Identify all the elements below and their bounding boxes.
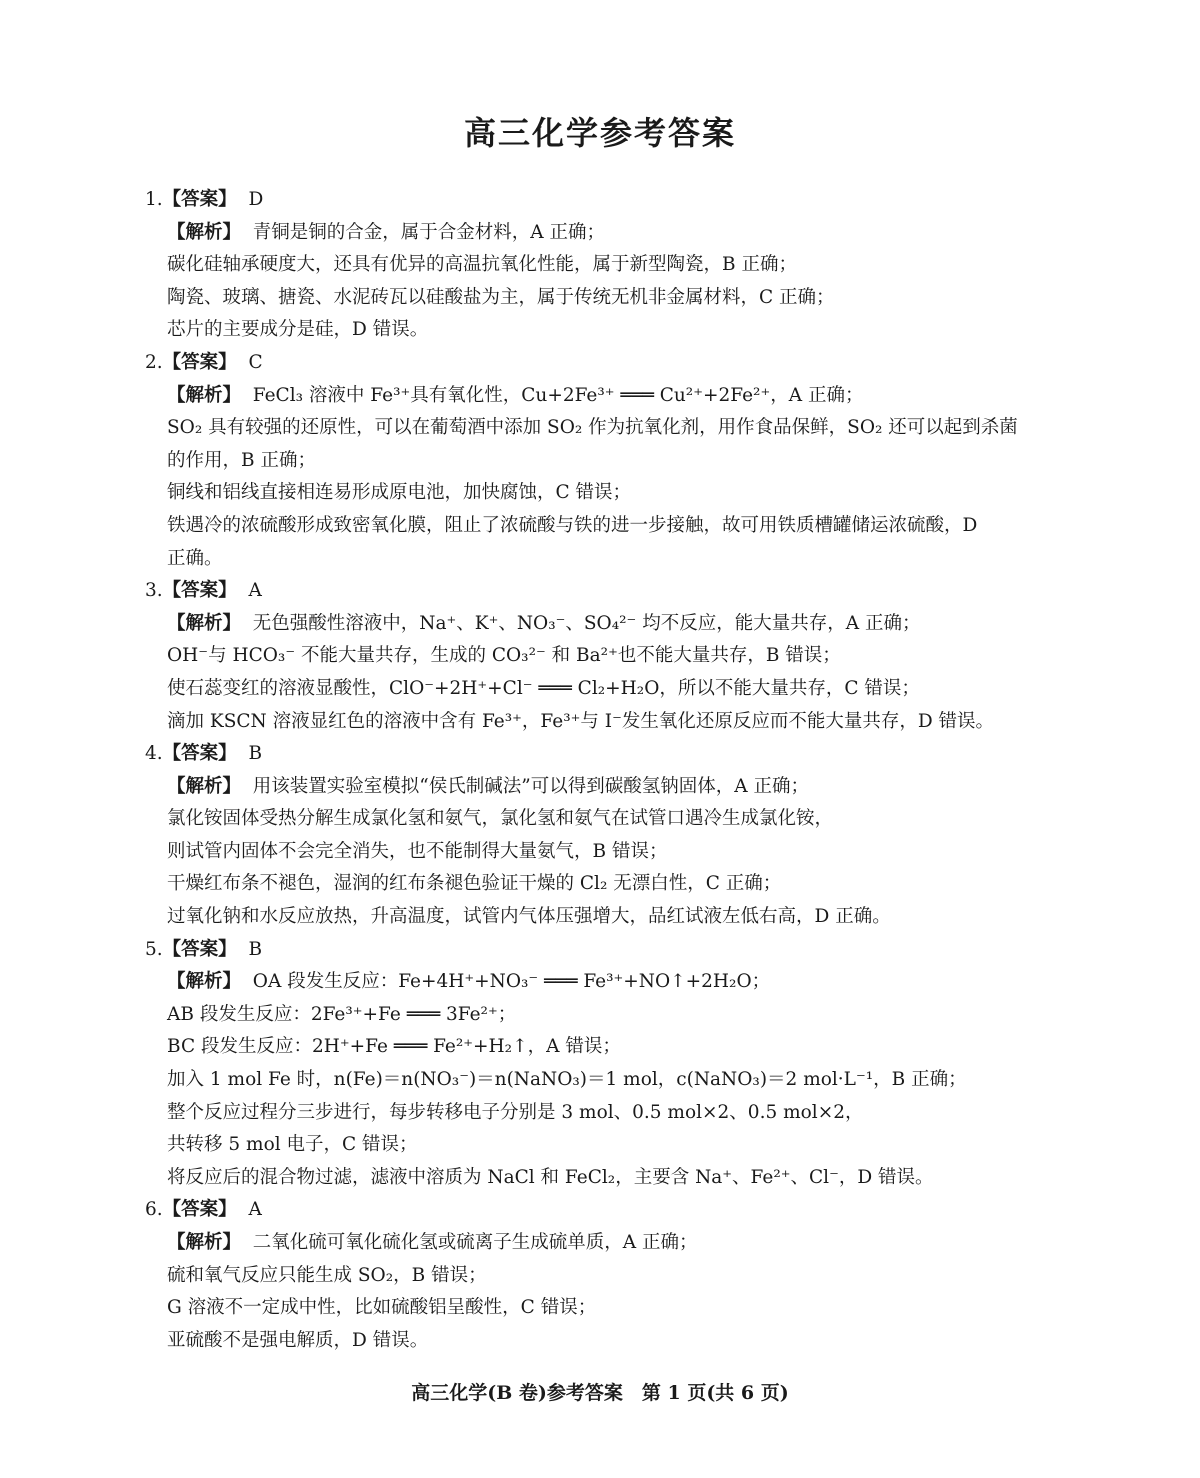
analysis-line: 无色强酸性溶液中，Na⁺、K⁺、NO₃⁻、SO₄²⁻ 均不反应，能大量共存，A 正确； bbox=[252, 612, 921, 634]
analysis-line: BC 段发生反应：2H⁺+Fe ═══ Fe²⁺+H₂↑，A 错误； bbox=[167, 1036, 621, 1058]
page-footer: 高三化学(B 卷)参考答案 第 1 页(共 6 页) bbox=[411, 1382, 789, 1404]
answer-value: B bbox=[248, 938, 263, 960]
analysis-line: 氯化铵固体受热分解生成氯化氢和氨气，氯化氢和氨气在试管口遇冷生成氯化铵， bbox=[167, 808, 834, 830]
answer-label: 【答案】 bbox=[162, 189, 237, 210]
question-number: 3. bbox=[145, 580, 163, 602]
question-number: 5. bbox=[145, 938, 163, 960]
page-title: 高三化学参考答案 bbox=[463, 114, 736, 152]
question-1-analysis bbox=[145, 217, 1075, 250]
analysis-line: 共转移 5 mol 电子，C 错误； bbox=[167, 1134, 418, 1156]
answer-label: 【答案】 bbox=[162, 743, 237, 765]
analysis-label: 【解析】 bbox=[167, 775, 242, 797]
analysis-label: 【解析】 bbox=[167, 612, 242, 634]
answer-label: 【答案】 bbox=[162, 351, 237, 373]
analysis-line: 将反应后的混合物过滤，滤液中溶质为 NaCl 和 FeCl₂，主要含 Na⁺、Fe²⁺、Cl⁻，D 错误。 bbox=[167, 1166, 934, 1188]
analysis-label: 【解析】 bbox=[167, 221, 242, 243]
analysis-line: FeCl₃ 溶液中 Fe³⁺具有氧化性，Cu+2Fe³⁺ ═══ Cu²⁺+2Fe²⁺，A 正确； bbox=[252, 384, 864, 406]
analysis-line: AB 段发生反应：2Fe³⁺+Fe ═══ 3Fe²⁺； bbox=[167, 1003, 517, 1025]
question-1-answer bbox=[145, 184, 1075, 217]
analysis-line: 整个反应过程分三步进行，每步转移电子分别是 3 mol、0.5 mol×2、0.5 mol×2， bbox=[167, 1101, 864, 1123]
question-6-answer bbox=[145, 1194, 1075, 1227]
question-4-analysis bbox=[145, 771, 1075, 804]
analysis-line: 青铜是铜的合金，属于合金材料，A 正确； bbox=[252, 221, 606, 243]
question-6-analysis bbox=[145, 1227, 1075, 1260]
question-5-answer bbox=[145, 934, 1075, 967]
question-number: 1. bbox=[145, 189, 163, 210]
question-number: 4. bbox=[145, 743, 163, 765]
answer-value: A bbox=[248, 1199, 262, 1221]
analysis-line: 碳化硅轴承硬度大，还具有优异的高温抗氧化性能，属于新型陶瓷，B 正确； bbox=[167, 254, 797, 276]
analysis-line: 铜线和铝线直接相连易形成原电池，加快腐蚀，C 错误； bbox=[167, 482, 632, 504]
question-4-answer bbox=[145, 738, 1075, 771]
analysis-line: 亚硫酸不是强电解质，D 错误。 bbox=[167, 1329, 429, 1351]
question-number: 2. bbox=[145, 351, 163, 373]
answer-value: B bbox=[248, 743, 263, 765]
analysis-line: 硫和氧气反应只能生成 SO₂，B 错误； bbox=[167, 1264, 487, 1286]
analysis-line: 用该装置实验室模拟“侯氏制碱法”可以得到碳酸氢钠固体，A 正确； bbox=[252, 775, 809, 797]
analysis-line: 加入 1 mol Fe 时，n(Fe)＝n(NO₃⁻)＝n(NaNO₃)＝1 mol，c(NaNO₃)＝2 mol·L⁻¹，B 正确； bbox=[167, 1069, 967, 1091]
answer-label: 【答案】 bbox=[162, 938, 237, 960]
answer-value: C bbox=[248, 351, 263, 373]
question-number: 6. bbox=[145, 1199, 163, 1221]
analysis-line: 正确。 bbox=[167, 547, 223, 569]
analysis-line: 干燥红布条不褪色，湿润的红布条褪色验证干燥的 Cl₂ 无漂白性，C 正确； bbox=[167, 873, 782, 895]
analysis-line: 使石蕊变红的溶液显酸性，ClO⁻+2H⁺+Cl⁻ ═══ Cl₂+H₂O，所以不能大量共存，C 错误； bbox=[167, 677, 920, 699]
analysis-label: 【解析】 bbox=[167, 1232, 242, 1253]
question-3-analysis bbox=[145, 608, 1075, 641]
analysis-line: 的作用，B 正确； bbox=[167, 449, 316, 471]
analysis-line: 则试管内固体不会完全消失，也不能制得大量氨气，B 错误； bbox=[167, 840, 668, 862]
analysis-line: 芯片的主要成分是硅，D 错误。 bbox=[167, 319, 429, 341]
analysis-line: 二氧化硫可氧化硫化氢或硫离子生成硫单质，A 正确； bbox=[252, 1232, 698, 1253]
answer-label: 【答案】 bbox=[162, 580, 237, 602]
question-2-analysis bbox=[145, 380, 1075, 413]
analysis-line: 过氧化钠和水反应放热，升高温度，试管内气体压强增大，品红试液左低右高，D 正确。 bbox=[167, 906, 891, 928]
answer-value: D bbox=[248, 189, 264, 210]
analysis-label: 【解析】 bbox=[167, 384, 242, 406]
analysis-line: OA 段发生反应：Fe+4H⁺+NO₃⁻ ═══ Fe³⁺+NO↑+2H₂O； bbox=[252, 971, 771, 993]
analysis-line: SO₂ 具有较强的还原性，可以在葡萄酒中添加 SO₂ 作为抗氧化剂，用作食品保鲜，SO₂ 还可以起到杀菌 bbox=[167, 417, 1018, 439]
analysis-line: G 溶液不一定成中性，比如硫酸铝呈酸性，C 错误； bbox=[167, 1297, 597, 1319]
analysis-label: 【解析】 bbox=[167, 971, 242, 993]
question-5-analysis bbox=[145, 966, 1075, 999]
analysis-line: OH⁻与 HCO₃⁻ 不能大量共存，生成的 CO₃²⁻ 和 Ba²⁺也不能大量共存，B 错误； bbox=[167, 645, 841, 667]
answer-content bbox=[145, 184, 1075, 1357]
question-3-answer bbox=[145, 575, 1075, 608]
question-2-answer bbox=[145, 347, 1075, 380]
answer-label: 【答案】 bbox=[162, 1199, 237, 1221]
analysis-line: 铁遇冷的浓硫酸形成致密氧化膜，阻止了浓硫酸与铁的进一步接触，故可用铁质槽罐储运浓硫酸，D bbox=[167, 514, 978, 536]
answer-value: A bbox=[248, 580, 262, 602]
analysis-line: 陶瓷、玻璃、搪瓷、水泥砖瓦以硅酸盐为主，属于传统无机非金属材料，C 正确； bbox=[167, 286, 835, 308]
analysis-line: 滴加 KSCN 溶液显红色的溶液中含有 Fe³⁺，Fe³⁺与 I⁻发生氧化还原反应而不能大量共存，D 错误。 bbox=[167, 710, 995, 732]
